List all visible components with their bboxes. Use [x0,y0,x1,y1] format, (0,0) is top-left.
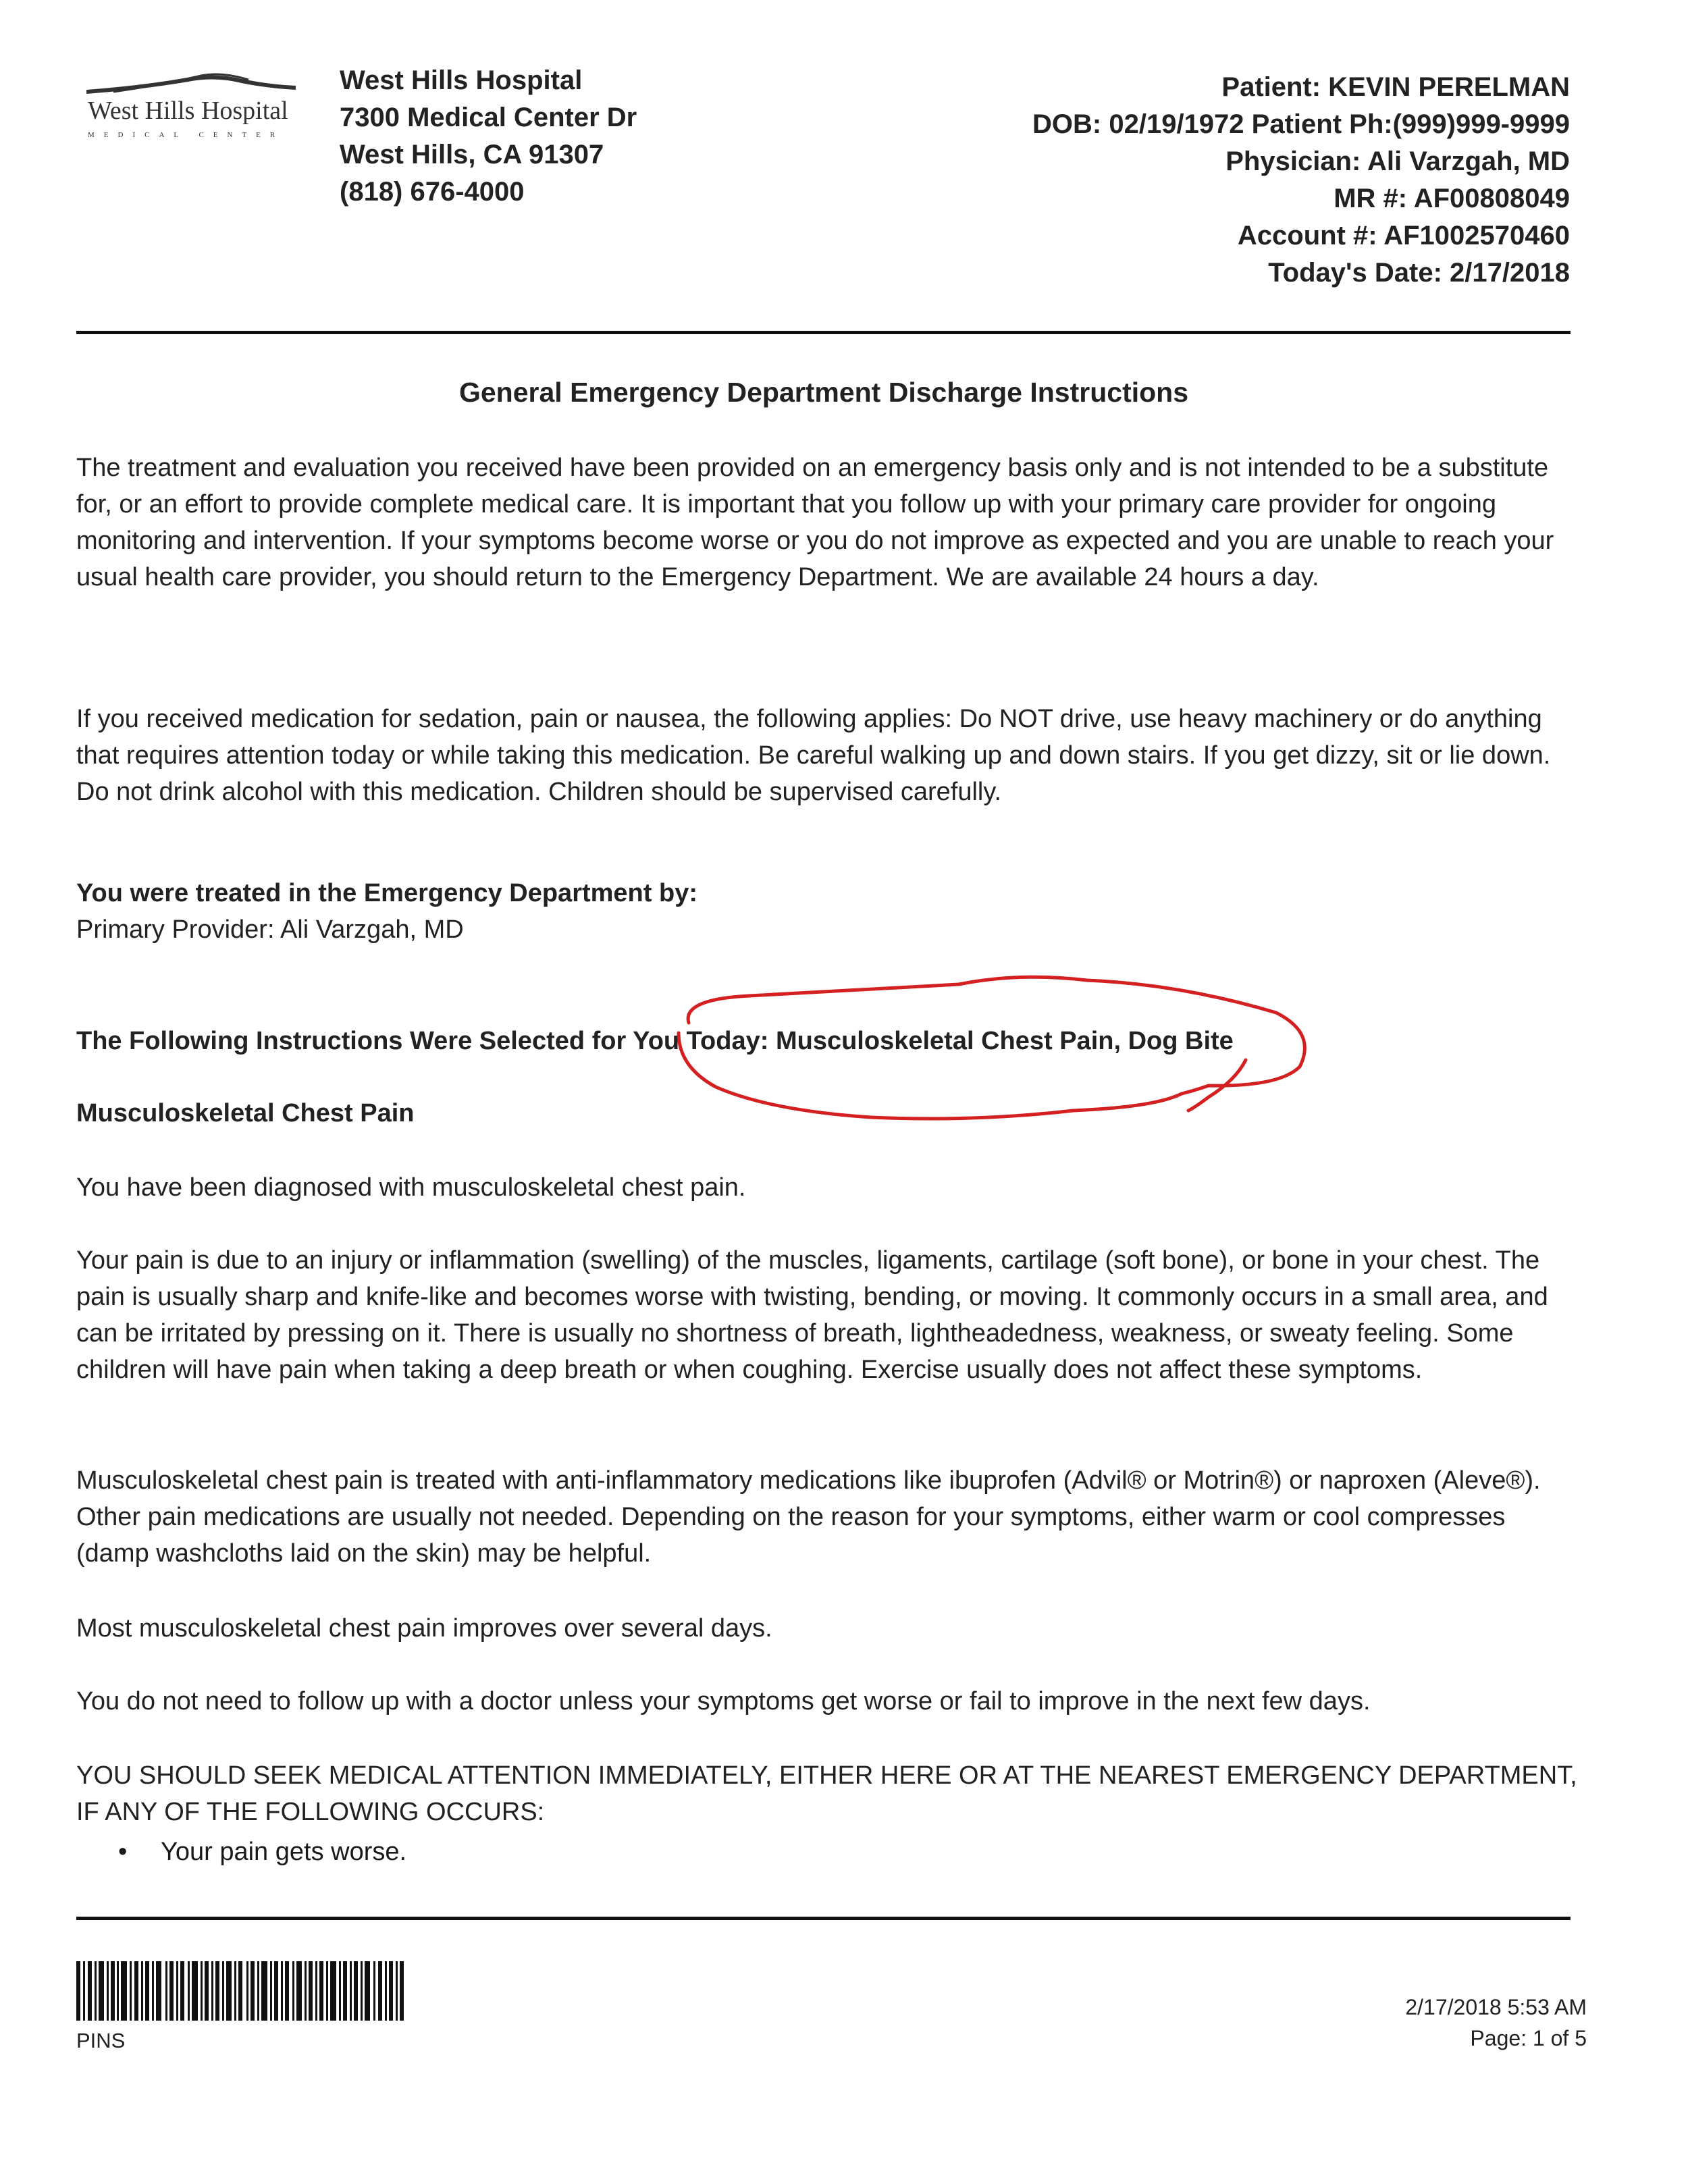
medication-warning: If you received medication for sedation, pain or nausea, the following applies: Do NOT drive, use heavy machinery or do anything that requires attention today or while taking this medication. Be careful walking up and down stairs. If you get dizzy, sit or lie down. Do not drink alcohol with this medication. Children should be supervised carefully. [76,705,1551,806]
patient-dob-phone: DOB: 02/19/1972 Patient Ph:(999)999-9999 [1032,109,1570,139]
logo-mountains-icon [86,68,296,95]
patient-mr: MR #: AF00808049 [1334,184,1570,213]
patient-account: Account #: AF1002570460 [1237,221,1570,250]
intro-paragraph: The treatment and evaluation you received have been provided on an emergency basis only and is not intended to be a substitute for, or an effort to provide complete medical care. It is important that you follow up with your primary care provider for ongoing monitoring and intervention. If your symptoms become worse or you do not improve as expected and you are unable to reach your usual health care provider, you should return to the Emergency Department. We are available 24 hours a day. [76,454,1554,591]
footer-meta [1249,1992,1587,2054]
barcode-icon [76,1961,407,2021]
seek-attention-heading: YOU SHOULD SEEK MEDICAL ATTENTION IMMEDIATELY, EITHER HERE OR AT THE NEAREST EMERGENCY DEPARTMENT, IF ANY OF THE FOLLOWING OCCURS: [76,1761,1577,1826]
patient-name: Patient: KEVIN PERELMAN [1221,72,1570,102]
improvement-text: Most musculoskeletal chest pain improves over several days. [76,1614,772,1643]
hospital-logo [80,68,309,149]
logo-tagline: MEDICAL CENTER [88,131,285,139]
hospital-phone: (818) 676-4000 [340,177,525,207]
hospital-city: West Hills, CA 91307 [340,140,604,169]
warning-list [76,1834,1562,1870]
header-divider [76,331,1571,334]
patient-info [1032,69,1570,292]
follow-up-text: You do not need to follow up with a doctor unless your symptoms get worse or fail to improve in the next few days. [76,1687,1371,1715]
footer-timestamp: 2/17/2018 5:53 AM [1405,1995,1587,2019]
treatment-paragraph: Musculoskeletal chest pain is treated with anti-inflammatory medications like ibuprofen (Advil® or Motrin®) or naproxen (Aleve®). Other pain medications are usually not needed. Depending on the reason for your symptoms, either warm or cool compresses (damp washcloths laid on the skin) may be helpful. [76,1466,1541,1568]
patient-date: Today's Date: 2/17/2018 [1268,258,1570,288]
footer-page-number: Page: 1 of 5 [1470,2026,1587,2050]
footer-divider [76,1917,1571,1920]
patient-physician: Physician: Ali Varzgah, MD [1225,147,1570,176]
treated-by-heading: You were treated in the Emergency Department by: [76,879,697,907]
hospital-address [340,62,637,211]
document-title: General Emergency Department Discharge Instructions [458,377,1188,408]
logo-name: West Hills Hospital [88,97,288,125]
hospital-street: 7300 Medical Center Dr [340,103,637,132]
cause-paragraph: Your pain is due to an injury or inflammation (swelling) of the muscles, ligaments, cartilage (soft bone), or bone in your chest. The pain is usually sharp and knife-like and becomes worse with twisting, bending, or moving. It commonly occurs in a small area, and can be irritated by pressing on it. There is usually no shortness of breath, lightheadedness, weakness, or sweaty feeling. Some children will have pain when taking a deep breath or when coughing. Exercise usually does not affect these symptoms. [76,1246,1548,1384]
diagnosis-text: You have been diagnosed with musculoskeletal chest pain. [76,1173,746,1202]
section-heading: Musculoskeletal Chest Pain [76,1099,415,1127]
footer-code: PINS [76,2029,126,2052]
hospital-name: West Hills Hospital [340,65,583,95]
primary-provider: Primary Provider: Ali Varzgah, MD [76,915,464,944]
instructions-selected: The Following Instructions Were Selected for You Today: Musculoskeletal Chest Pain, Dog Bite [76,1027,1234,1055]
warning-list-item: • Your pain gets worse. [76,1834,1562,1870]
